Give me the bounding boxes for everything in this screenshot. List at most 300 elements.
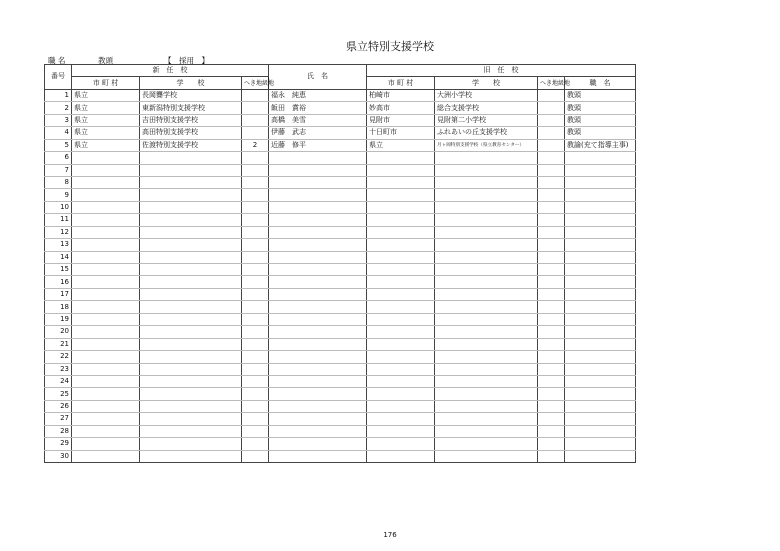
cell-new-school <box>140 239 242 251</box>
cell-old-school <box>435 450 538 462</box>
cell-old-city <box>367 251 435 263</box>
cell-old-city <box>367 301 435 313</box>
cell-position <box>565 450 636 462</box>
cell-new-city <box>72 338 140 350</box>
cell-no: 12 <box>45 226 72 238</box>
cell-new-city <box>72 425 140 437</box>
cell-new-city <box>72 313 140 325</box>
cell-name <box>269 239 367 251</box>
cell-old-school <box>435 400 538 412</box>
cell-old-remote <box>538 114 565 126</box>
cell-old-school: ふれあいの丘支援学校 <box>435 127 538 139</box>
table-row <box>45 326 636 338</box>
header-new-remote: へき地級地 <box>242 77 269 89</box>
table-row <box>45 351 636 363</box>
cell-old-school: 総合支援学校 <box>435 102 538 114</box>
cell-old-city <box>367 351 435 363</box>
cell-old-remote <box>538 450 565 462</box>
cell-new-school <box>140 363 242 375</box>
cell-old-school <box>435 375 538 387</box>
cell-old-remote <box>538 164 565 176</box>
cell-position <box>565 164 636 176</box>
header-name: 氏 名 <box>269 65 367 90</box>
cell-old-city <box>367 189 435 201</box>
cell-old-city <box>367 288 435 300</box>
cell-new-remote <box>242 127 269 139</box>
cell-old-city: 妙高市 <box>367 102 435 114</box>
cell-new-school <box>140 189 242 201</box>
cell-no: 21 <box>45 338 72 350</box>
cell-new-school <box>140 326 242 338</box>
header-old-city: 市 町 村 <box>367 77 435 89</box>
cell-new-city <box>72 201 140 213</box>
cell-old-remote <box>538 326 565 338</box>
cell-position <box>565 276 636 288</box>
cell-old-city <box>367 264 435 276</box>
cell-old-school <box>435 201 538 213</box>
page-title: 県立特別支援学校 <box>346 40 434 53</box>
cell-name: 近藤 修平 <box>269 139 367 151</box>
cell-new-school <box>140 400 242 412</box>
table-row <box>45 89 636 101</box>
cell-new-remote <box>242 264 269 276</box>
cell-position <box>565 363 636 375</box>
cell-new-remote <box>242 288 269 300</box>
cell-old-school <box>435 176 538 188</box>
cell-new-school <box>140 313 242 325</box>
cell-position <box>565 338 636 350</box>
cell-name <box>269 201 367 213</box>
cell-old-school <box>435 189 538 201</box>
cell-old-school <box>435 288 538 300</box>
cell-old-remote <box>538 425 565 437</box>
cell-new-city <box>72 301 140 313</box>
cell-new-school <box>140 164 242 176</box>
cell-no: 4 <box>45 127 72 139</box>
table-row <box>45 363 636 375</box>
cell-new-remote <box>242 400 269 412</box>
personnel-table <box>44 64 636 463</box>
cell-old-remote <box>538 201 565 213</box>
cell-new-city <box>72 239 140 251</box>
header-new-city: 市 町 村 <box>72 77 140 89</box>
cell-no: 5 <box>45 139 72 151</box>
cell-position <box>565 425 636 437</box>
cell-old-city <box>367 338 435 350</box>
cell-new-remote <box>242 189 269 201</box>
table-row <box>45 264 636 276</box>
cell-new-school <box>140 288 242 300</box>
table-row <box>45 176 636 188</box>
cell-name <box>269 326 367 338</box>
cell-no: 9 <box>45 189 72 201</box>
cell-new-city <box>72 152 140 164</box>
cell-position <box>565 313 636 325</box>
cell-old-school <box>435 264 538 276</box>
cell-position <box>565 326 636 338</box>
cell-position <box>565 264 636 276</box>
cell-new-remote: 2 <box>242 139 269 151</box>
cell-new-city <box>72 288 140 300</box>
cell-old-remote <box>538 413 565 425</box>
cell-new-city <box>72 388 140 400</box>
cell-new-city <box>72 264 140 276</box>
cell-old-remote <box>538 89 565 101</box>
cell-old-remote <box>538 251 565 263</box>
cell-new-remote <box>242 450 269 462</box>
cell-new-city <box>72 226 140 238</box>
cell-old-school <box>435 326 538 338</box>
cell-old-remote <box>538 351 565 363</box>
cell-no: 28 <box>45 425 72 437</box>
cell-position <box>565 413 636 425</box>
cell-new-remote <box>242 164 269 176</box>
cell-old-remote <box>538 239 565 251</box>
cell-old-school <box>435 338 538 350</box>
cell-new-school <box>140 226 242 238</box>
cell-position <box>565 214 636 226</box>
table-row <box>45 288 636 300</box>
table-row <box>45 127 636 139</box>
cell-old-remote <box>538 189 565 201</box>
cell-old-remote <box>538 152 565 164</box>
cell-name: 伊藤 武志 <box>269 127 367 139</box>
table-row <box>45 114 636 126</box>
cell-old-remote <box>538 400 565 412</box>
header-position: 職 名 <box>565 77 636 89</box>
cell-old-city <box>367 400 435 412</box>
cell-old-school <box>435 438 538 450</box>
cell-new-school: 高田特別支援学校 <box>140 127 242 139</box>
cell-old-city: 柏崎市 <box>367 89 435 101</box>
table-row <box>45 301 636 313</box>
table-row <box>45 201 636 213</box>
cell-old-remote <box>538 264 565 276</box>
cell-new-school <box>140 176 242 188</box>
cell-new-city <box>72 214 140 226</box>
cell-old-remote <box>538 388 565 400</box>
cell-new-remote <box>242 89 269 101</box>
cell-new-school: 東新潟特別支援学校 <box>140 102 242 114</box>
table-row <box>45 425 636 437</box>
cell-old-school <box>435 301 538 313</box>
cell-name <box>269 276 367 288</box>
cell-old-city <box>367 176 435 188</box>
cell-new-remote <box>242 375 269 387</box>
cell-new-remote <box>242 114 269 126</box>
cell-no: 6 <box>45 152 72 164</box>
header-old-remote: へき地級地 <box>538 77 565 89</box>
table-row <box>45 338 636 350</box>
cell-new-school <box>140 425 242 437</box>
cell-new-city <box>72 375 140 387</box>
cell-new-school <box>140 251 242 263</box>
table-row <box>45 450 636 462</box>
cell-no: 19 <box>45 313 72 325</box>
cell-no: 23 <box>45 363 72 375</box>
cell-no: 17 <box>45 288 72 300</box>
cell-name <box>269 301 367 313</box>
cell-old-city <box>367 438 435 450</box>
cell-no: 16 <box>45 276 72 288</box>
cell-position <box>565 301 636 313</box>
cell-new-city <box>72 450 140 462</box>
cell-old-remote <box>538 176 565 188</box>
cell-old-city <box>367 164 435 176</box>
cell-name <box>269 176 367 188</box>
cell-old-remote <box>538 127 565 139</box>
cell-position <box>565 438 636 450</box>
cell-old-remote <box>538 276 565 288</box>
cell-new-school: 長岡聾学校 <box>140 89 242 101</box>
cell-position <box>565 239 636 251</box>
cell-old-city <box>367 388 435 400</box>
cell-no: 14 <box>45 251 72 263</box>
cell-old-city: 十日町市 <box>367 127 435 139</box>
cell-position <box>565 251 636 263</box>
cell-new-remote <box>242 363 269 375</box>
cell-old-remote <box>538 102 565 114</box>
cell-old-city <box>367 201 435 213</box>
cell-new-remote <box>242 301 269 313</box>
cell-name: 福永 純恵 <box>269 89 367 101</box>
cell-new-school <box>140 450 242 462</box>
cell-new-city: 県立 <box>72 114 140 126</box>
cell-new-city <box>72 164 140 176</box>
cell-old-remote <box>538 363 565 375</box>
page-number: 176 <box>383 531 397 539</box>
cell-position <box>565 226 636 238</box>
cell-old-city <box>367 214 435 226</box>
cell-position: 教諭(充て指導主事) <box>565 139 636 151</box>
cell-old-remote <box>538 375 565 387</box>
table-row <box>45 189 636 201</box>
cell-name <box>269 388 367 400</box>
cell-name <box>269 438 367 450</box>
cell-name <box>269 375 367 387</box>
cell-name <box>269 413 367 425</box>
cell-position <box>565 388 636 400</box>
cell-no: 29 <box>45 438 72 450</box>
table-row <box>45 438 636 450</box>
cell-no: 22 <box>45 351 72 363</box>
cell-new-school: 吉田特別支援学校 <box>140 114 242 126</box>
cell-position: 教頭 <box>565 102 636 114</box>
cell-old-remote <box>538 301 565 313</box>
cell-name <box>269 425 367 437</box>
cell-name <box>269 288 367 300</box>
cell-old-city <box>367 375 435 387</box>
cell-old-school <box>435 413 538 425</box>
cell-new-city: 県立 <box>72 89 140 101</box>
table-row <box>45 214 636 226</box>
cell-old-city <box>367 313 435 325</box>
cell-no: 25 <box>45 388 72 400</box>
table-row <box>45 226 636 238</box>
cell-new-city <box>72 438 140 450</box>
table-row <box>45 251 636 263</box>
table-row <box>45 388 636 400</box>
cell-position <box>565 351 636 363</box>
cell-name <box>269 363 367 375</box>
cell-no: 26 <box>45 400 72 412</box>
cell-new-remote <box>242 176 269 188</box>
cell-new-city <box>72 351 140 363</box>
cell-new-remote <box>242 425 269 437</box>
cell-old-school <box>435 425 538 437</box>
cell-new-remote <box>242 226 269 238</box>
cell-name <box>269 251 367 263</box>
cell-new-remote <box>242 102 269 114</box>
cell-new-remote <box>242 201 269 213</box>
cell-no: 13 <box>45 239 72 251</box>
cell-name <box>269 400 367 412</box>
cell-new-school <box>140 351 242 363</box>
table-row <box>45 400 636 412</box>
cell-old-school: 大洲小学校 <box>435 89 538 101</box>
header-new-school: 新 任 校 <box>72 65 269 77</box>
cell-new-school <box>140 264 242 276</box>
cell-old-city <box>367 239 435 251</box>
cell-old-school <box>435 164 538 176</box>
cell-old-school <box>435 226 538 238</box>
cell-new-city <box>72 413 140 425</box>
cell-new-city: 県立 <box>72 102 140 114</box>
cell-new-city <box>72 251 140 263</box>
cell-new-remote <box>242 438 269 450</box>
cell-old-school <box>435 363 538 375</box>
cell-old-school <box>435 214 538 226</box>
cell-old-city: 見附市 <box>367 114 435 126</box>
cell-new-city <box>72 400 140 412</box>
cell-old-city <box>367 276 435 288</box>
header-new-school-name: 学 校 <box>140 77 242 89</box>
cell-old-remote <box>538 214 565 226</box>
cell-name <box>269 164 367 176</box>
cell-position: 教頭 <box>565 89 636 101</box>
cell-new-remote <box>242 388 269 400</box>
cell-new-school <box>140 438 242 450</box>
cell-new-remote <box>242 214 269 226</box>
table-row <box>45 152 636 164</box>
cell-no: 11 <box>45 214 72 226</box>
cell-position <box>565 375 636 387</box>
cell-position <box>565 288 636 300</box>
cell-old-remote <box>538 288 565 300</box>
cell-new-school <box>140 214 242 226</box>
cell-old-remote <box>538 338 565 350</box>
cell-old-city <box>367 425 435 437</box>
table-row <box>45 276 636 288</box>
cell-no: 24 <box>45 375 72 387</box>
cell-no: 15 <box>45 264 72 276</box>
table-row <box>45 102 636 114</box>
cell-old-school: 月ヶ岡特別支援学校（県立教育センター） <box>435 139 538 151</box>
cell-no: 1 <box>45 89 72 101</box>
cell-position: 教頭 <box>565 127 636 139</box>
cell-no: 2 <box>45 102 72 114</box>
cell-new-city <box>72 189 140 201</box>
cell-old-remote <box>538 226 565 238</box>
cell-new-remote <box>242 313 269 325</box>
cell-new-city: 県立 <box>72 127 140 139</box>
cell-new-remote <box>242 338 269 350</box>
table-row <box>45 413 636 425</box>
cell-old-remote <box>538 438 565 450</box>
cell-new-remote <box>242 351 269 363</box>
cell-new-school <box>140 201 242 213</box>
cell-name <box>269 264 367 276</box>
cell-old-city <box>367 450 435 462</box>
cell-no: 3 <box>45 114 72 126</box>
cell-new-remote <box>242 276 269 288</box>
cell-new-school <box>140 301 242 313</box>
cell-new-school <box>140 338 242 350</box>
cell-position <box>565 400 636 412</box>
table-row <box>45 139 636 151</box>
cell-no: 10 <box>45 201 72 213</box>
cell-old-city <box>367 326 435 338</box>
cell-old-city <box>367 363 435 375</box>
cell-old-school <box>435 152 538 164</box>
cell-position: 教頭 <box>565 114 636 126</box>
cell-name <box>269 152 367 164</box>
cell-name <box>269 189 367 201</box>
cell-old-remote <box>538 313 565 325</box>
cell-position <box>565 176 636 188</box>
cell-new-remote <box>242 251 269 263</box>
cell-no: 8 <box>45 176 72 188</box>
cell-old-city <box>367 413 435 425</box>
cell-name <box>269 226 367 238</box>
cell-old-school <box>435 388 538 400</box>
cell-name <box>269 214 367 226</box>
cell-old-city: 県立 <box>367 139 435 151</box>
cell-name <box>269 313 367 325</box>
cell-new-remote <box>242 152 269 164</box>
cell-new-city <box>72 363 140 375</box>
cell-new-school <box>140 388 242 400</box>
post-value: 教頭 <box>98 56 113 65</box>
cell-new-school <box>140 152 242 164</box>
table-row <box>45 375 636 387</box>
cell-old-school <box>435 239 538 251</box>
cell-position <box>565 189 636 201</box>
cell-name: 飯田 賞裕 <box>269 102 367 114</box>
cell-old-city <box>367 152 435 164</box>
cell-position <box>565 201 636 213</box>
cell-no: 20 <box>45 326 72 338</box>
table-row <box>45 313 636 325</box>
cell-old-school <box>435 251 538 263</box>
cell-new-city: 県立 <box>72 139 140 151</box>
cell-new-remote <box>242 413 269 425</box>
cell-old-school <box>435 276 538 288</box>
cell-no: 18 <box>45 301 72 313</box>
cell-no: 30 <box>45 450 72 462</box>
cell-new-remote <box>242 326 269 338</box>
header-no: 番号 <box>45 65 72 90</box>
cell-no: 27 <box>45 413 72 425</box>
cell-position <box>565 152 636 164</box>
cell-name <box>269 351 367 363</box>
cell-old-remote <box>538 139 565 151</box>
cell-new-school <box>140 375 242 387</box>
header-old-school: 旧 任 校 <box>367 65 636 77</box>
cell-new-city <box>72 326 140 338</box>
cell-new-school <box>140 413 242 425</box>
cell-old-school: 見附第二小学校 <box>435 114 538 126</box>
